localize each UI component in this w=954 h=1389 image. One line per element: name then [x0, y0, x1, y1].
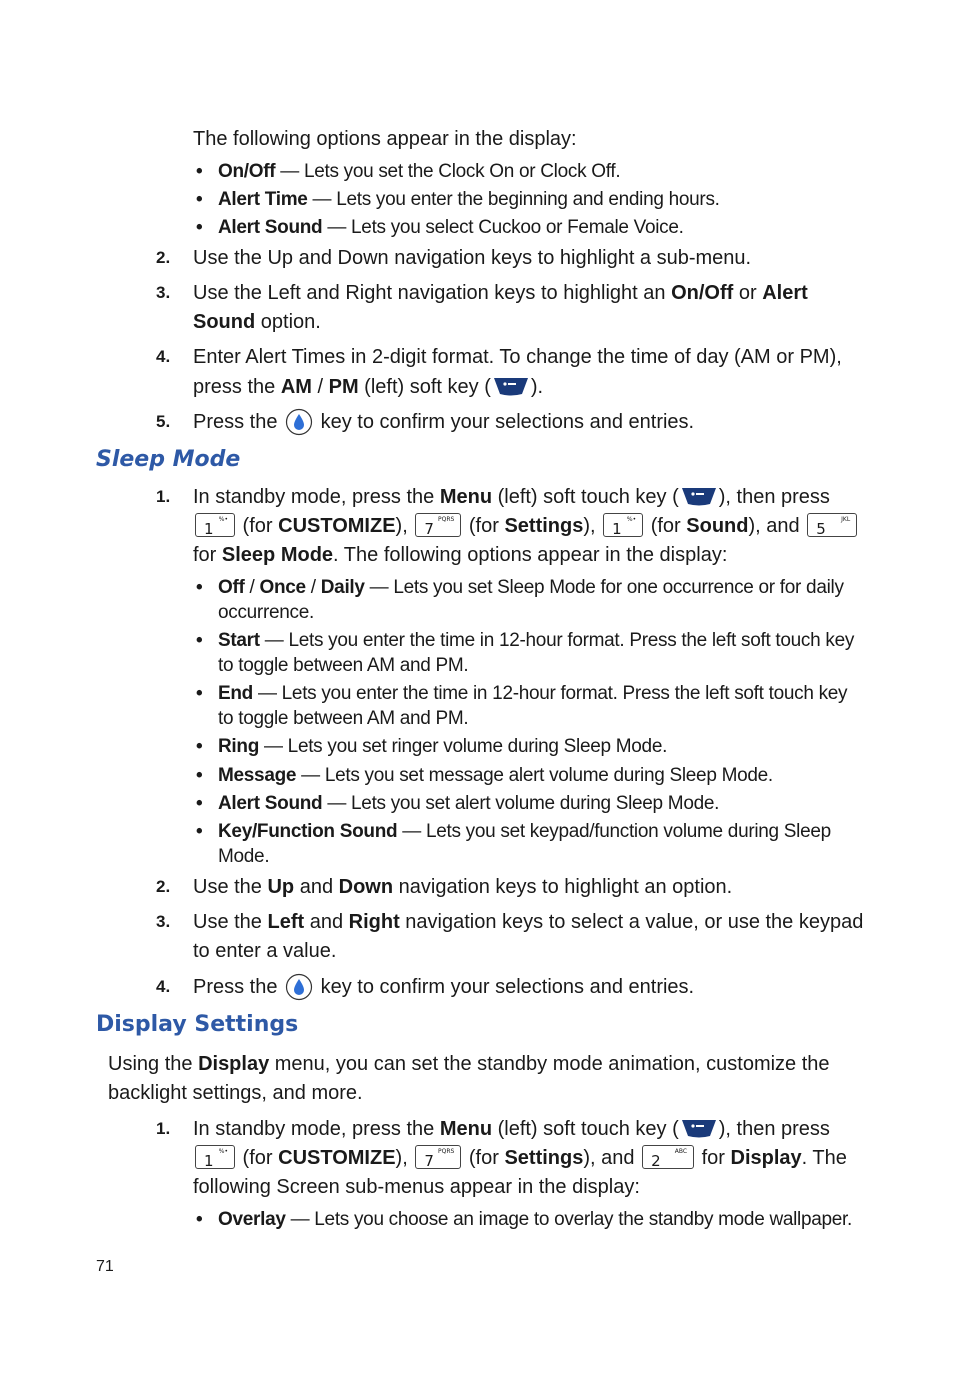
display-step-1-line-3: following Screen sub-menus appear in the display:	[193, 1176, 640, 1198]
left-soft-key-icon	[680, 1118, 718, 1138]
step-number: 1.	[156, 1119, 171, 1138]
desc: — Lets you enter the beginning and ending hours.	[307, 189, 720, 210]
sleep-step-3-line-1: Use the Left and Right navigation keys to select a value, or use the keypad	[193, 911, 864, 933]
bullet-message: • Message — Lets you set message alert volume during Sleep Mode.	[196, 765, 773, 786]
step-number: 3.	[156, 912, 171, 931]
left-soft-key-icon	[492, 376, 530, 396]
key-2-icon: 2 ABC	[642, 1145, 694, 1169]
sleep-step-4-text: Press the key to confirm your selections and entries.	[193, 973, 694, 1002]
bullet-start: • Start — Lets you enter the time in 12-hour format. Press the left soft touch key to toggle between AM and PM.	[196, 630, 855, 676]
sleep-step-1-line-2: 1 %• (for CUSTOMIZE), 7 PQRS (for Settings), 1 %• (for Sound), and 5 JKL	[193, 512, 859, 541]
step-3-line-1: Use the Left and Right navigation keys to highlight an On/Off or Alert	[193, 282, 808, 304]
sleep-step-3-line-2: to enter a value.	[193, 940, 337, 962]
step-5-text: Press the key to confirm your selections and entries.	[193, 408, 694, 437]
bullet-ring: • Ring — Lets you set ringer volume during Sleep Mode.	[196, 736, 668, 757]
bullet-on-off: • On/Off — Lets you set the Clock On or Clock Off.	[196, 161, 621, 182]
page-number: 71	[96, 1258, 114, 1275]
step-number: 3.	[156, 283, 171, 302]
term: Alert Sound	[218, 217, 323, 238]
key-1-icon: 1 %•	[603, 513, 643, 537]
sleep-step-1-line-1: In standby mode, press the Menu (left) soft touch key ( ), then press	[193, 486, 830, 508]
term: Alert Time	[218, 189, 308, 210]
step-4-line-2: press the AM / PM (left) soft key ( ).	[193, 376, 544, 398]
step-number: 2.	[156, 877, 171, 896]
step-number: 4.	[156, 977, 171, 996]
step-number: 1.	[156, 487, 171, 506]
bullet-alert-time: • Alert Time — Lets you enter the beginning and ending hours.	[196, 189, 720, 210]
step-2-text: Use the Up and Down navigation keys to highlight a sub-menu.	[193, 247, 752, 269]
display-intro-line-2: backlight settings, and more.	[108, 1082, 363, 1104]
step-number: 4.	[156, 347, 171, 366]
bullet-end: • End — Lets you enter the time in 12-hour format. Press the left soft touch key to toggle between AM and PM.	[196, 683, 848, 729]
display-intro-line-1: Using the Display menu, you can set the standby mode animation, customize the	[108, 1053, 830, 1075]
intro-text: The following options appear in the display:	[193, 128, 577, 150]
left-soft-key-icon	[680, 486, 718, 506]
key-1-icon: 1 %•	[195, 513, 235, 537]
key-7-icon: 7 PQRS	[415, 513, 461, 537]
sleep-step-1-line-3: for Sleep Mode. The following options appear in the display:	[193, 544, 728, 566]
bullet-overlay: • Overlay — Lets you choose an image to overlay the standby mode wallpaper.	[196, 1209, 853, 1230]
term: On/Off	[218, 161, 276, 182]
step-number: 2.	[156, 248, 171, 267]
key-5-icon: 5 JKL	[807, 513, 857, 537]
bullet-alert-sound-volume: • Alert Sound — Lets you set alert volume during Sleep Mode.	[196, 793, 720, 814]
sleep-mode-heading: Sleep Mode	[96, 447, 241, 472]
sleep-step-2-text: Use the Up and Down navigation keys to highlight an option.	[193, 876, 733, 898]
key-1-icon: 1 %•	[195, 1145, 235, 1169]
step-3-line-2: Sound option.	[193, 311, 321, 333]
ok-key-icon	[285, 973, 313, 1001]
display-step-1-line-1: In standby mode, press the Menu (left) soft touch key ( ), then press	[193, 1118, 830, 1140]
key-7-icon: 7 PQRS	[415, 1145, 461, 1169]
bullet-alert-sound: • Alert Sound — Lets you select Cuckoo or Female Voice.	[196, 217, 684, 238]
desc: — Lets you select Cuckoo or Female Voice.	[322, 217, 684, 238]
display-settings-heading: Display Settings	[96, 1012, 299, 1037]
display-step-1-line-2: 1 %• (for CUSTOMIZE), 7 PQRS (for Settings), and 2 ABC for Display. The	[193, 1144, 847, 1173]
step-4-line-1: Enter Alert Times in 2-digit format. To change the time of day (AM or PM),	[193, 346, 842, 368]
step-number: 5.	[156, 412, 171, 431]
bullet-key-function-sound: • Key/Function Sound — Lets you set keypad/function volume during Sleep Mode.	[196, 821, 831, 867]
desc: — Lets you set the Clock On or Clock Off.	[275, 161, 621, 182]
ok-key-icon	[285, 408, 313, 436]
bullet-off-once-daily: • Off / Once / Daily — Lets you set Sleep Mode for one occurrence or for daily occurrence.	[196, 577, 844, 623]
